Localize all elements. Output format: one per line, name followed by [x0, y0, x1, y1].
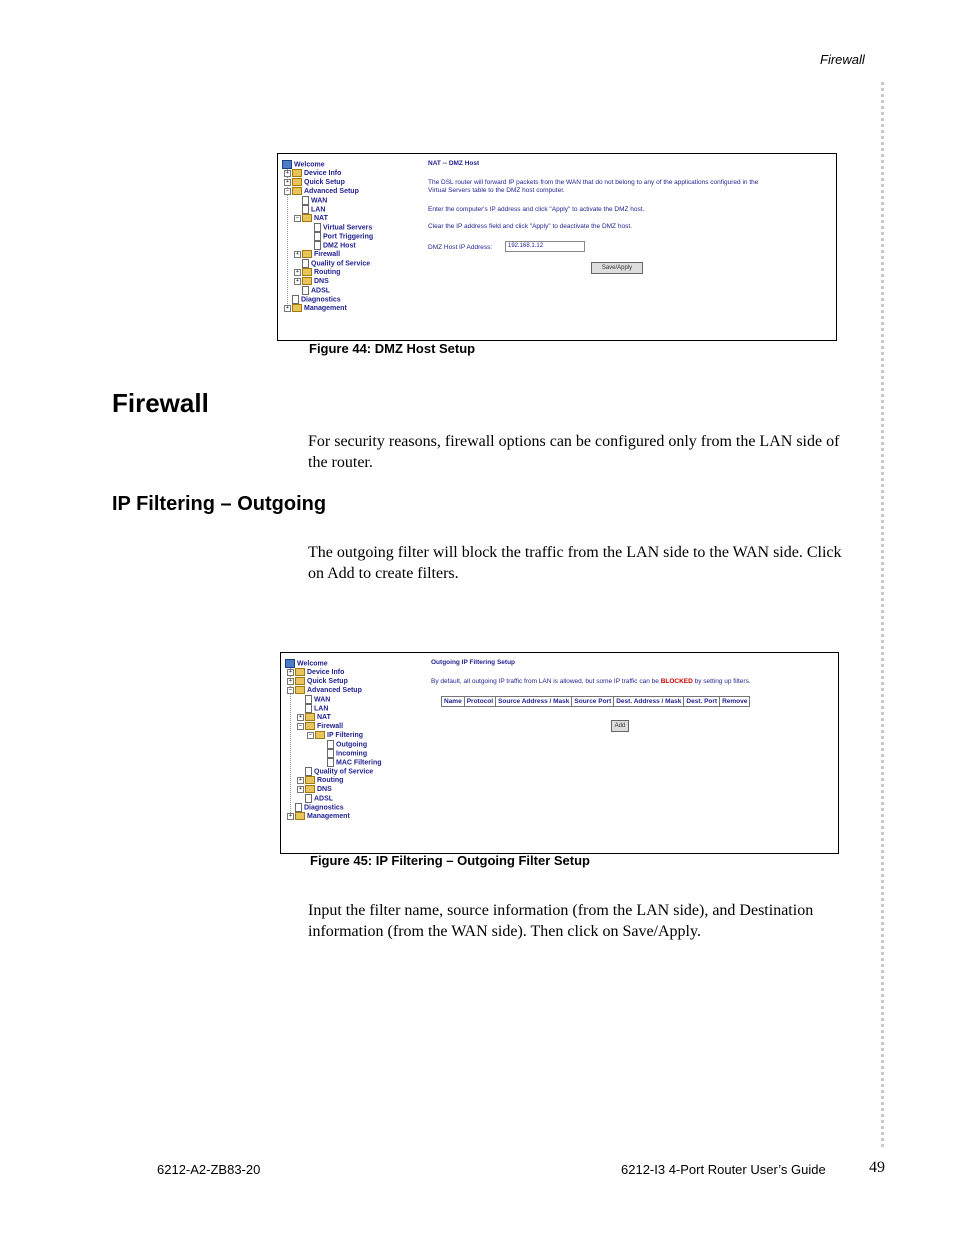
tree-wan[interactable]: WAN: [305, 695, 330, 704]
tree-welcome[interactable]: Welcome: [285, 659, 328, 668]
folder-icon: [292, 178, 302, 186]
panel-text: Virtual Servers table to the DMZ host computer.: [428, 187, 565, 194]
folder-icon: [302, 277, 312, 285]
tree-dns[interactable]: + DNS: [294, 277, 329, 286]
expand-icon: +: [287, 669, 294, 676]
folder-icon: [305, 785, 315, 793]
folder-icon: [292, 304, 302, 312]
page-icon: [292, 295, 299, 304]
dmz-panel: [428, 160, 828, 330]
panel-text: Enter the computer's IP address and click "Apply" to activate the DMZ host.: [428, 206, 645, 213]
folder-icon: [302, 250, 312, 258]
page-icon: [314, 241, 321, 250]
folder-icon: [292, 169, 302, 177]
tree-port-triggering[interactable]: Port Triggering: [314, 232, 373, 241]
folder-open-icon: [305, 722, 315, 730]
margin-rule: [881, 82, 884, 1147]
tree-quick-setup[interactable]: + Quick Setup: [284, 178, 345, 187]
tree-firewall[interactable]: − Firewall: [297, 722, 343, 731]
tree-diagnostics[interactable]: Diagnostics: [292, 295, 341, 304]
tree-adsl[interactable]: ADSL: [305, 794, 333, 803]
column-header: Remove: [720, 697, 750, 707]
column-header: Dest. Address / Mask: [614, 697, 684, 707]
tree-device-info[interactable]: + Device Info: [287, 668, 344, 677]
expand-icon: +: [284, 170, 291, 177]
collapse-icon: −: [287, 687, 294, 694]
folder-open-icon: [315, 731, 325, 739]
add-button[interactable]: Add: [611, 720, 629, 732]
tree-virtual-servers[interactable]: Virtual Servers: [314, 223, 372, 232]
page-icon: [327, 740, 334, 749]
tree-adsl[interactable]: ADSL: [302, 286, 330, 295]
expand-icon: +: [297, 777, 304, 784]
tree-incoming[interactable]: Incoming: [327, 749, 367, 758]
expand-icon: +: [287, 813, 294, 820]
globe-icon: [282, 160, 292, 169]
running-head: Firewall: [820, 52, 865, 67]
subsection-title: IP Filtering – Outgoing: [112, 493, 327, 515]
tree-qos[interactable]: Quality of Service: [305, 767, 373, 776]
tree-firewall[interactable]: + Firewall: [294, 250, 340, 259]
filter-table: [441, 696, 750, 707]
page-icon: [314, 223, 321, 232]
section-title: Firewall: [112, 388, 209, 418]
page-icon: [305, 794, 312, 803]
tree-routing[interactable]: + Routing: [297, 776, 343, 785]
tree-lan[interactable]: LAN: [302, 205, 325, 214]
panel-description: By default, all outgoing IP traffic from LAN is allowed, but some IP traffic can be BLOCKED by setting up filters.: [431, 678, 751, 685]
tree-management[interactable]: + Management: [287, 812, 350, 821]
tree-lan[interactable]: LAN: [305, 704, 328, 713]
expand-icon: +: [284, 179, 291, 186]
tree-qos[interactable]: Quality of Service: [302, 259, 370, 268]
page-icon: [302, 205, 309, 214]
page-icon: [305, 767, 312, 776]
closing-paragraph: Input the filter name, source information (from the LAN side), and Destination information (from the WAN side). Then click on Save/Apply.: [308, 902, 814, 940]
page-icon: [302, 286, 309, 295]
expand-icon: +: [294, 269, 301, 276]
page-icon: [305, 695, 312, 704]
section-intro: For security reasons, firewall options can be configured only from the LAN side of the router.: [308, 433, 840, 471]
column-header: Source Address / Mask: [496, 697, 572, 707]
column-header: Name: [442, 697, 465, 707]
page-icon: [302, 196, 309, 205]
nav-tree: [282, 160, 422, 330]
tree-device-info[interactable]: + Device Info: [284, 169, 341, 178]
expand-icon: +: [294, 278, 301, 285]
nav-tree: [285, 659, 430, 844]
figure-45-screenshot: [280, 652, 839, 854]
folder-icon: [305, 776, 315, 784]
tree-quick-setup[interactable]: + Quick Setup: [287, 677, 348, 686]
expand-icon: +: [294, 251, 301, 258]
save-apply-button[interactable]: Save/Apply: [591, 262, 643, 274]
figure-44-caption: Figure 44: DMZ Host Setup: [309, 341, 476, 356]
dmz-ip-input[interactable]: 192.168.1.12: [505, 241, 585, 252]
folder-open-icon: [295, 686, 305, 694]
figure-45-caption: Figure 45: IP Filtering – Outgoing Filter Setup: [310, 853, 591, 868]
column-header: Source Port: [572, 697, 614, 707]
tree-welcome[interactable]: Welcome: [282, 160, 325, 169]
page-icon: [295, 803, 302, 812]
expand-icon: +: [287, 678, 294, 685]
tree-wan[interactable]: WAN: [302, 196, 327, 205]
panel-title: NAT -- DMZ Host: [428, 160, 480, 167]
column-header: Protocol: [464, 697, 495, 707]
collapse-icon: −: [307, 732, 314, 739]
footer-doc-number: 6212-A2-ZB83-20: [157, 1162, 261, 1177]
page-icon: [314, 232, 321, 241]
tree-mac-filtering[interactable]: MAC Filtering: [327, 758, 382, 767]
tree-advanced-setup[interactable]: − Advanced Setup: [284, 187, 359, 196]
expand-icon: +: [297, 786, 304, 793]
tree-management[interactable]: + Management: [284, 304, 347, 313]
expand-icon: +: [284, 305, 291, 312]
filter-table-header: [442, 697, 750, 707]
tree-nat[interactable]: + NAT: [297, 713, 331, 722]
footer-guide-title: 6212-I3 4-Port Router User’s Guide: [621, 1162, 826, 1177]
subsection-paragraph: The outgoing filter will block the traffic from the LAN side to the WAN side. Click on Add to create filters.: [308, 544, 842, 582]
tree-dns[interactable]: + DNS: [297, 785, 332, 794]
collapse-icon: −: [284, 188, 291, 195]
globe-icon: [285, 659, 295, 668]
tree-ip-filtering[interactable]: − IP Filtering: [307, 731, 363, 740]
tree-nat[interactable]: − NAT: [294, 214, 328, 223]
tree-diagnostics[interactable]: Diagnostics: [295, 803, 344, 812]
collapse-icon: −: [294, 215, 301, 222]
tree-outgoing[interactable]: Outgoing: [327, 740, 367, 749]
tree-routing[interactable]: + Routing: [294, 268, 340, 277]
figure-44-screenshot: [277, 153, 837, 341]
page-icon: [327, 749, 334, 758]
page-icon: [302, 259, 309, 268]
collapse-icon: −: [297, 723, 304, 730]
folder-icon: [295, 677, 305, 685]
panel-text: Clear the IP address field and click "Apply" to deactivate the DMZ host.: [428, 223, 632, 230]
tree-dmz-host[interactable]: DMZ Host: [314, 241, 356, 250]
ip-label: DMZ Host IP Address:: [428, 244, 493, 251]
outgoing-filter-panel: [431, 659, 831, 844]
folder-open-icon: [292, 187, 302, 195]
folder-icon: [295, 812, 305, 820]
folder-open-icon: [302, 214, 312, 222]
folder-icon: [295, 668, 305, 676]
expand-icon: +: [297, 714, 304, 721]
column-header: Dest. Port: [684, 697, 720, 707]
page-number: 49: [869, 1159, 885, 1176]
folder-icon: [305, 713, 315, 721]
panel-title: Outgoing IP Filtering Setup: [431, 659, 516, 666]
panel-text: The DSL router will forward IP packets from the WAN that do not belong to any of the applications configured in the: [428, 179, 759, 186]
tree-advanced-setup[interactable]: − Advanced Setup: [287, 686, 362, 695]
blocked-label: BLOCKED: [660, 678, 693, 685]
folder-icon: [302, 268, 312, 276]
page-icon: [305, 704, 312, 713]
page-icon: [327, 758, 334, 767]
